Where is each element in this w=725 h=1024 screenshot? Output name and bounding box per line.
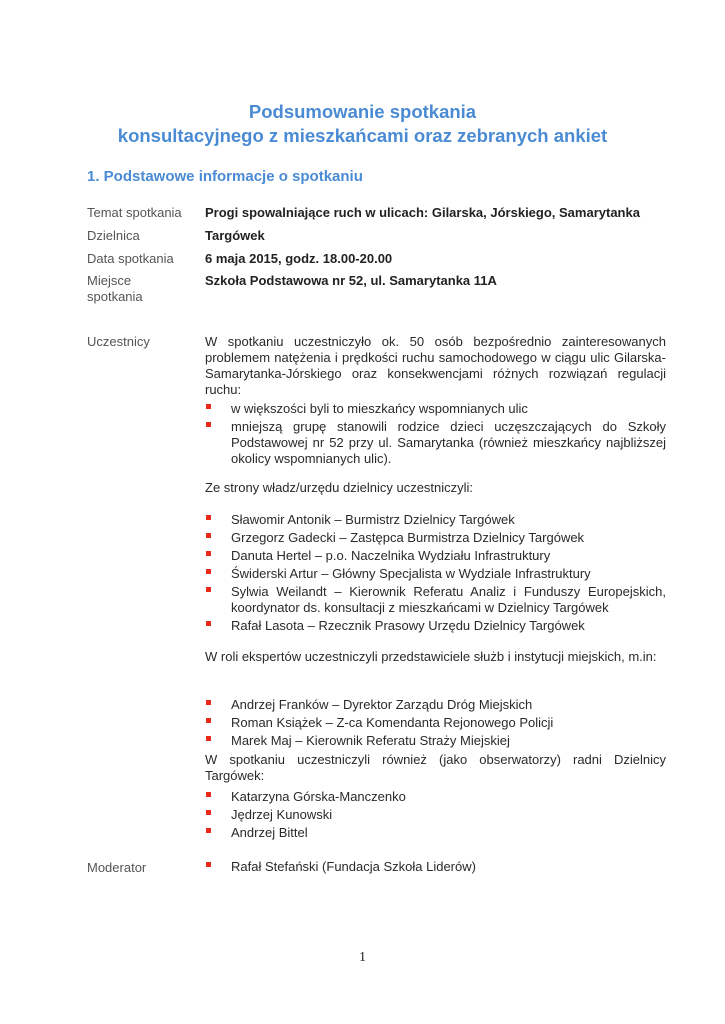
list-item: Andrzej Bittel — [205, 825, 666, 841]
info-value: Szkoła Podstawowa nr 52, ul. Samarytanka 11A — [205, 273, 497, 288]
authorities-list-block — [205, 512, 666, 636]
participants-intro-block — [205, 334, 666, 398]
list-item: Roman Książek – Z-ca Komendanta Rejonowego Policji — [205, 715, 666, 731]
list-item: mniejszą grupę stanowili rodzice dzieci uczęszczających do Szkoły Podstawowej nr 52 przy ul. Samarytanka (również mieszkańcy najbliższej okolicy wspomnianych ulic). — [205, 419, 666, 467]
observers-list-block — [205, 789, 666, 843]
experts-intro: W roli ekspertów uczestniczyli przedstawiciele służb i instytucji miejskich, m.in: — [205, 649, 657, 664]
moderator-list — [205, 859, 666, 875]
list-item: Grzegorz Gadecki – Zastępca Burmistrza Dzielnicy Targówek — [205, 530, 666, 546]
title-line-2: konsultacyjnego z mieszkańcami oraz zebranych ankiet — [117, 125, 608, 146]
document-title — [0, 100, 725, 148]
observers-intro-block — [205, 752, 666, 784]
observers-intro: W spotkaniu uczestniczyli również (jako obserwatorzy) radni Dzielnicy Targówek: — [205, 752, 666, 783]
bullet-icon — [206, 404, 211, 409]
list-item: Sylwia Weilandt – Kierownik Referatu Analiz i Funduszy Europejskich, koordynator ds. konsultacji z mieszkańcami w Dzielnicy Targówek — [205, 584, 666, 616]
bullet-icon — [206, 551, 211, 556]
bullet-icon — [206, 736, 211, 741]
section-heading: 1. Podstawowe informacje o spotkaniu — [87, 168, 363, 185]
participants-intro: W spotkaniu uczestniczyło ok. 50 osób bezpośrednio zainteresowanych problemem natężenia i prędkości ruchu samochodowego w ciągu ulic Gilarska-Samarytanka-Jórskiego oraz konsekwencjami różnych rozwiązań regulacji ruchu: — [205, 334, 666, 397]
moderator-label: Moderator — [87, 860, 147, 875]
bullet-icon — [206, 700, 211, 705]
bullet-icon — [206, 862, 211, 867]
info-label: Miejsce spotkania — [87, 273, 143, 304]
list-item: Danuta Hertel – p.o. Naczelnika Wydziału Infrastruktury — [205, 548, 666, 564]
bullet-icon — [206, 587, 211, 592]
page-number: 1 — [359, 950, 366, 965]
residents-list-block — [205, 401, 666, 469]
title-line-1: Podsumowanie spotkania — [248, 101, 477, 122]
bullet-icon — [206, 422, 211, 427]
experts-intro-block — [205, 649, 666, 665]
list-item: Sławomir Antonik – Burmistrz Dzielnicy Targówek — [205, 512, 666, 528]
bullet-icon — [206, 718, 211, 723]
bullet-icon — [206, 792, 211, 797]
moderator-block — [205, 859, 666, 877]
info-value: Targówek — [205, 228, 265, 243]
info-label: Dzielnica — [87, 228, 140, 243]
residents-list — [205, 401, 666, 467]
list-item: Rafał Lasota – Rzecznik Prasowy Urzędu Dzielnicy Targówek — [205, 618, 666, 634]
list-item: Andrzej Franków – Dyrektor Zarządu Dróg Miejskich — [205, 697, 666, 713]
info-label: Temat spotkania — [87, 205, 182, 220]
bullet-icon — [206, 569, 211, 574]
bullet-icon — [206, 810, 211, 815]
bullet-icon — [206, 533, 211, 538]
bullet-icon — [206, 828, 211, 833]
experts-list — [205, 697, 666, 749]
info-label: Data spotkania — [87, 251, 174, 266]
bullet-icon — [206, 515, 211, 520]
list-item: Jędrzej Kunowski — [205, 807, 666, 823]
list-item: w większości byli to mieszkańcy wspomnianych ulic — [205, 401, 666, 417]
authorities-intro: Ze strony władz/urzędu dzielnicy uczestniczyli: — [205, 480, 474, 495]
bullet-icon — [206, 621, 211, 626]
observers-list — [205, 789, 666, 841]
list-item: Świderski Artur – Główny Specjalista w Wydziale Infrastruktury — [205, 566, 666, 582]
authorities-list — [205, 512, 666, 634]
list-item: Rafał Stefański (Fundacja Szkoła Liderów) — [205, 859, 666, 875]
info-value: 6 maja 2015, godz. 18.00-20.00 — [205, 251, 393, 266]
experts-list-block — [205, 697, 666, 751]
info-value: Progi spowalniające ruch w ulicach: Gilarska, Jórskiego, Samarytanka — [205, 205, 640, 220]
list-item: Marek Maj – Kierownik Referatu Straży Miejskiej — [205, 733, 666, 749]
list-item: Katarzyna Górska-Manczenko — [205, 789, 666, 805]
authorities-intro-block — [205, 480, 666, 496]
participants-label: Uczestnicy — [87, 334, 150, 349]
